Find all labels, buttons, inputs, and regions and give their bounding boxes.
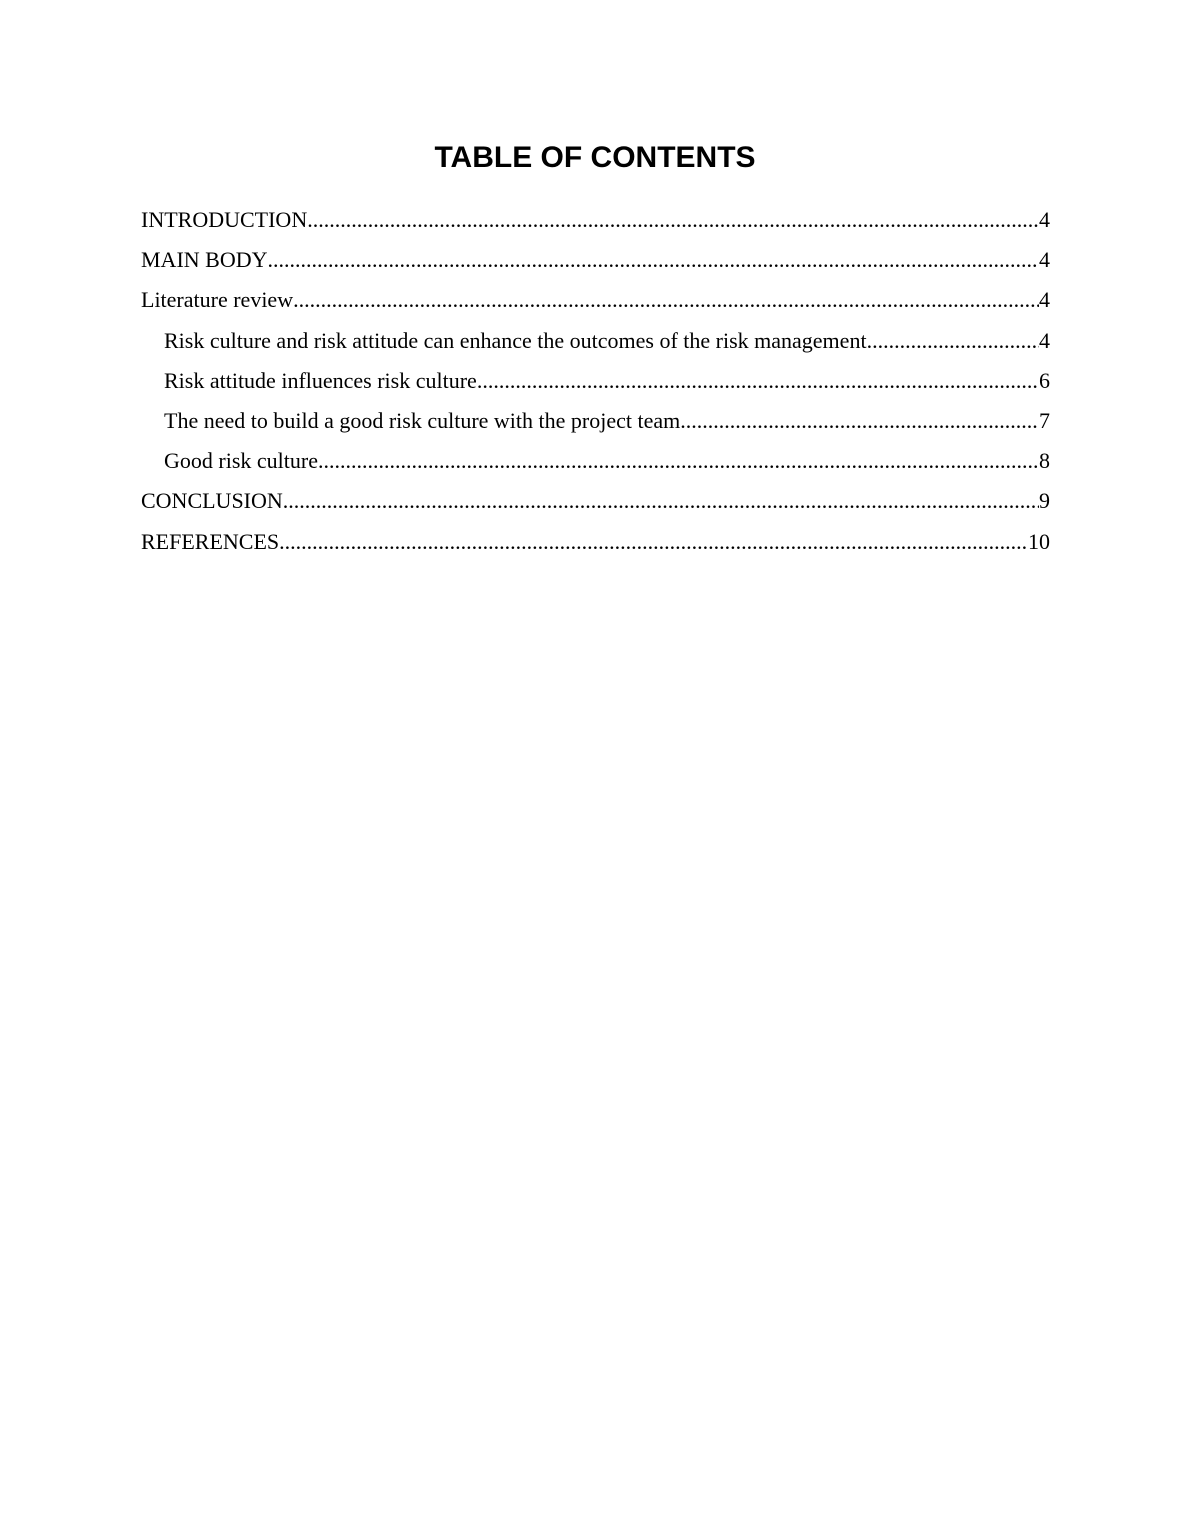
toc-entry-text: Literature review (141, 287, 294, 313)
dot-leader (307, 202, 1039, 238)
toc-entry-conclusion[interactable] (141, 483, 1050, 523)
dot-leader (867, 323, 1039, 359)
toc-list (141, 202, 1050, 564)
dot-leader (268, 242, 1040, 278)
toc-title: TABLE OF CONTENTS (434, 141, 756, 174)
toc-entry-text: INTRODUCTION (141, 207, 308, 232)
toc-entry-good-risk-culture[interactable] (141, 443, 1050, 483)
dot-leader (279, 524, 1028, 560)
toc-entry-page-number: 7 (1039, 407, 1050, 433)
toc-entry-page-number: 6 (1039, 367, 1050, 393)
toc-entry-risk-culture-and-attitude[interactable] (141, 323, 1050, 363)
toc-entry-text: REFERENCES (141, 528, 280, 554)
toc-entry-risk-attitude-influences[interactable] (141, 363, 1050, 403)
dot-leader (477, 363, 1039, 399)
toc-entry-page-number: 4 (1039, 327, 1050, 353)
toc-entry-introduction[interactable] (141, 202, 1050, 242)
toc-entry-page-number: 4 (1039, 247, 1050, 273)
dot-leader (318, 443, 1039, 479)
toc-entry-text: Risk attitude influences risk culture (164, 367, 477, 393)
toc-entry-page-number: 8 (1039, 448, 1050, 474)
toc-entry-text: Good risk culture (164, 448, 318, 474)
toc-entry-text: Risk culture and risk attitude can enhance the outcomes of the risk management (164, 327, 867, 353)
dot-leader (680, 403, 1039, 439)
toc-entry-text: MAIN BODY (141, 247, 268, 273)
toc-entry-main-body[interactable] (141, 242, 1050, 282)
toc-entry-page-number: 4 (1039, 207, 1050, 232)
toc-entry-text: CONCLUSION (141, 488, 283, 514)
toc-entry-page-number: 4 (1039, 287, 1050, 313)
toc-entry-references[interactable] (141, 524, 1050, 564)
dot-leader (283, 483, 1039, 519)
toc-entry-need-to-build-risk-culture[interactable] (141, 403, 1050, 443)
toc-entry-page-number: 9 (1039, 488, 1050, 514)
dot-leader (293, 282, 1039, 318)
toc-entry-page-number: 10 (1028, 528, 1050, 554)
toc-entry-literature-review[interactable] (141, 282, 1050, 322)
toc-entry-text: The need to build a good risk culture with the project team (164, 407, 681, 433)
